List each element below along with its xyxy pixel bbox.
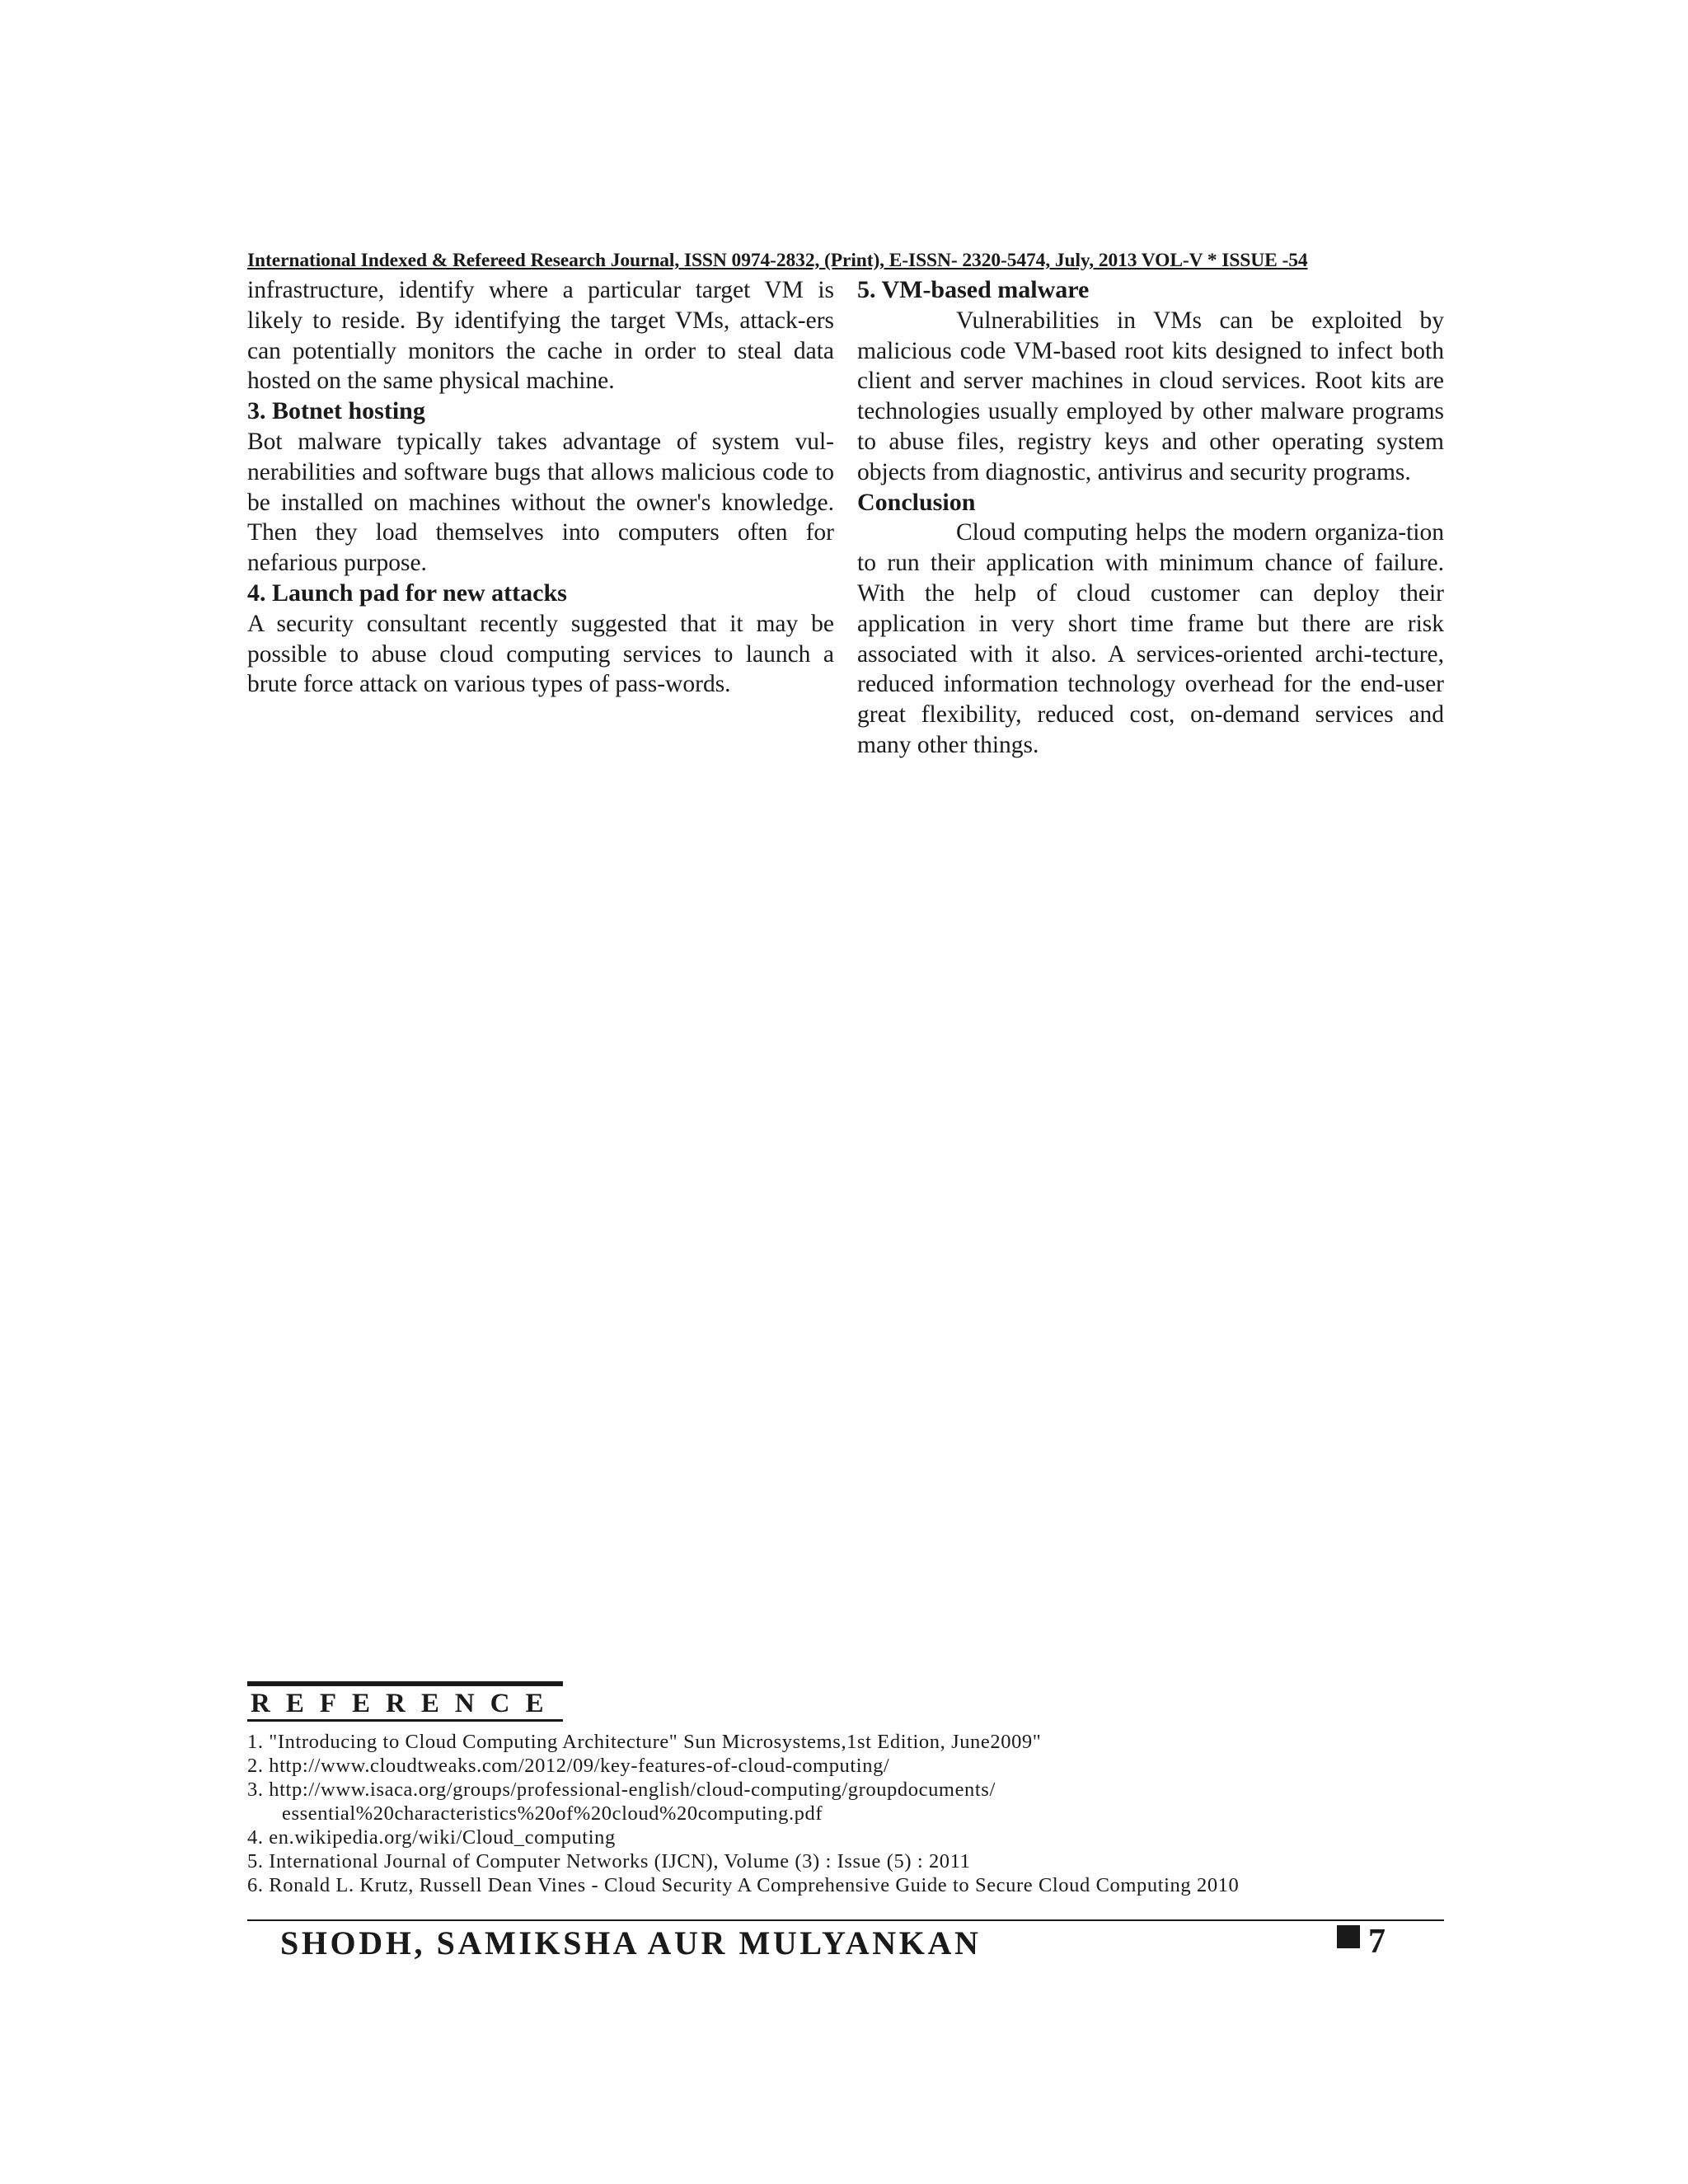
reference-item: 4. en.wikipedia.org/wiki/Cloud_computing [247,1826,616,1849]
section-heading-botnet-hosting: 3. Botnet hosting [247,397,425,425]
reference-item: 2. http://www.cloudtweaks.com/2012/09/key-features-of-cloud-computing/ [247,1755,890,1777]
left-column [247,275,834,700]
section-heading-vm-malware: 5. VM-based malware [857,276,1090,303]
page-number: 7 [1368,1923,1386,1961]
section-heading-conclusion: Conclusion [857,488,976,516]
reference-item: 1. "Introducing to Cloud Computing Architecture" Sun Microsystems,1st Edition, June2009" [247,1731,1042,1753]
references-list [247,1730,1444,1897]
reference-item: 6. Ronald L. Krutz, Russell Dean Vines - Cloud Security A Comprehensive Guide to Secure Cloud Computing 2010 [247,1874,1240,1896]
section-heading-launch-pad: 4. Launch pad for new attacks [247,579,567,607]
footer-divider [247,1919,1444,1921]
square-bullet-icon [1337,1925,1360,1948]
references-title: REFERENCE [247,1681,563,1722]
launch-pad-paragraph: A security consultant recently suggested that it may be possible to abuse cloud computing services to launch a brute force attack on various types of pass-words. [247,610,834,698]
intro-paragraph: infrastructure, identify where a particular target VM is likely to reside. By identifying the target VMs, attack-ers can potentially monitors the cache in order to steal data hosted on the same physical machine. [247,277,834,395]
reference-item: 3. http://www.isaca.org/groups/professional-english/cloud-computing/groupdocuments/ essential%20characteristics%20of%20cloud%20computing.pdf [247,1779,996,1825]
conclusion-paragraph: Cloud computing helps the modern organiza-tion to run their application with minimum chance of failure. With the help of cloud customer can deploy their application in very short time frame but there are risk associated with it also. A services-oriented archi-tecture, reduced information technology overhead for the end-user great flexibility, reduced cost, on-demand services and many other things. [857,519,1444,758]
running-header: International Indexed & Refereed Research Journal, ISSN 0974-2832, (Print), E-ISSN- 2320-5474, July, 2013 VOL-V * ISSUE -54 [247,250,1308,271]
journal-name: SHODH, SAMIKSHA AUR MULYANKAN [280,1924,982,1961]
botnet-hosting-paragraph: Bot malware typically takes advantage of system vul-nerabilities and software bugs that allows malicious code to be installed on machines without the owner's knowledge. Then they load themselves into computers often for nefarious purpose. [247,428,834,577]
vm-malware-paragraph: Vulnerabilities in VMs can be exploited by malicious code VM-based root kits designed to infect both client and server machines in cloud services. Root kits are technologies usually employed by other malware programs to abuse files, registry keys and other operating system objects from diagnostic, antivirus and security programs. [857,307,1444,485]
references-section [247,1681,1444,1897]
right-column [857,275,1444,761]
reference-item: 5. International Journal of Computer Networks (IJCN), Volume (3) : Issue (5) : 2011 [247,1850,971,1872]
